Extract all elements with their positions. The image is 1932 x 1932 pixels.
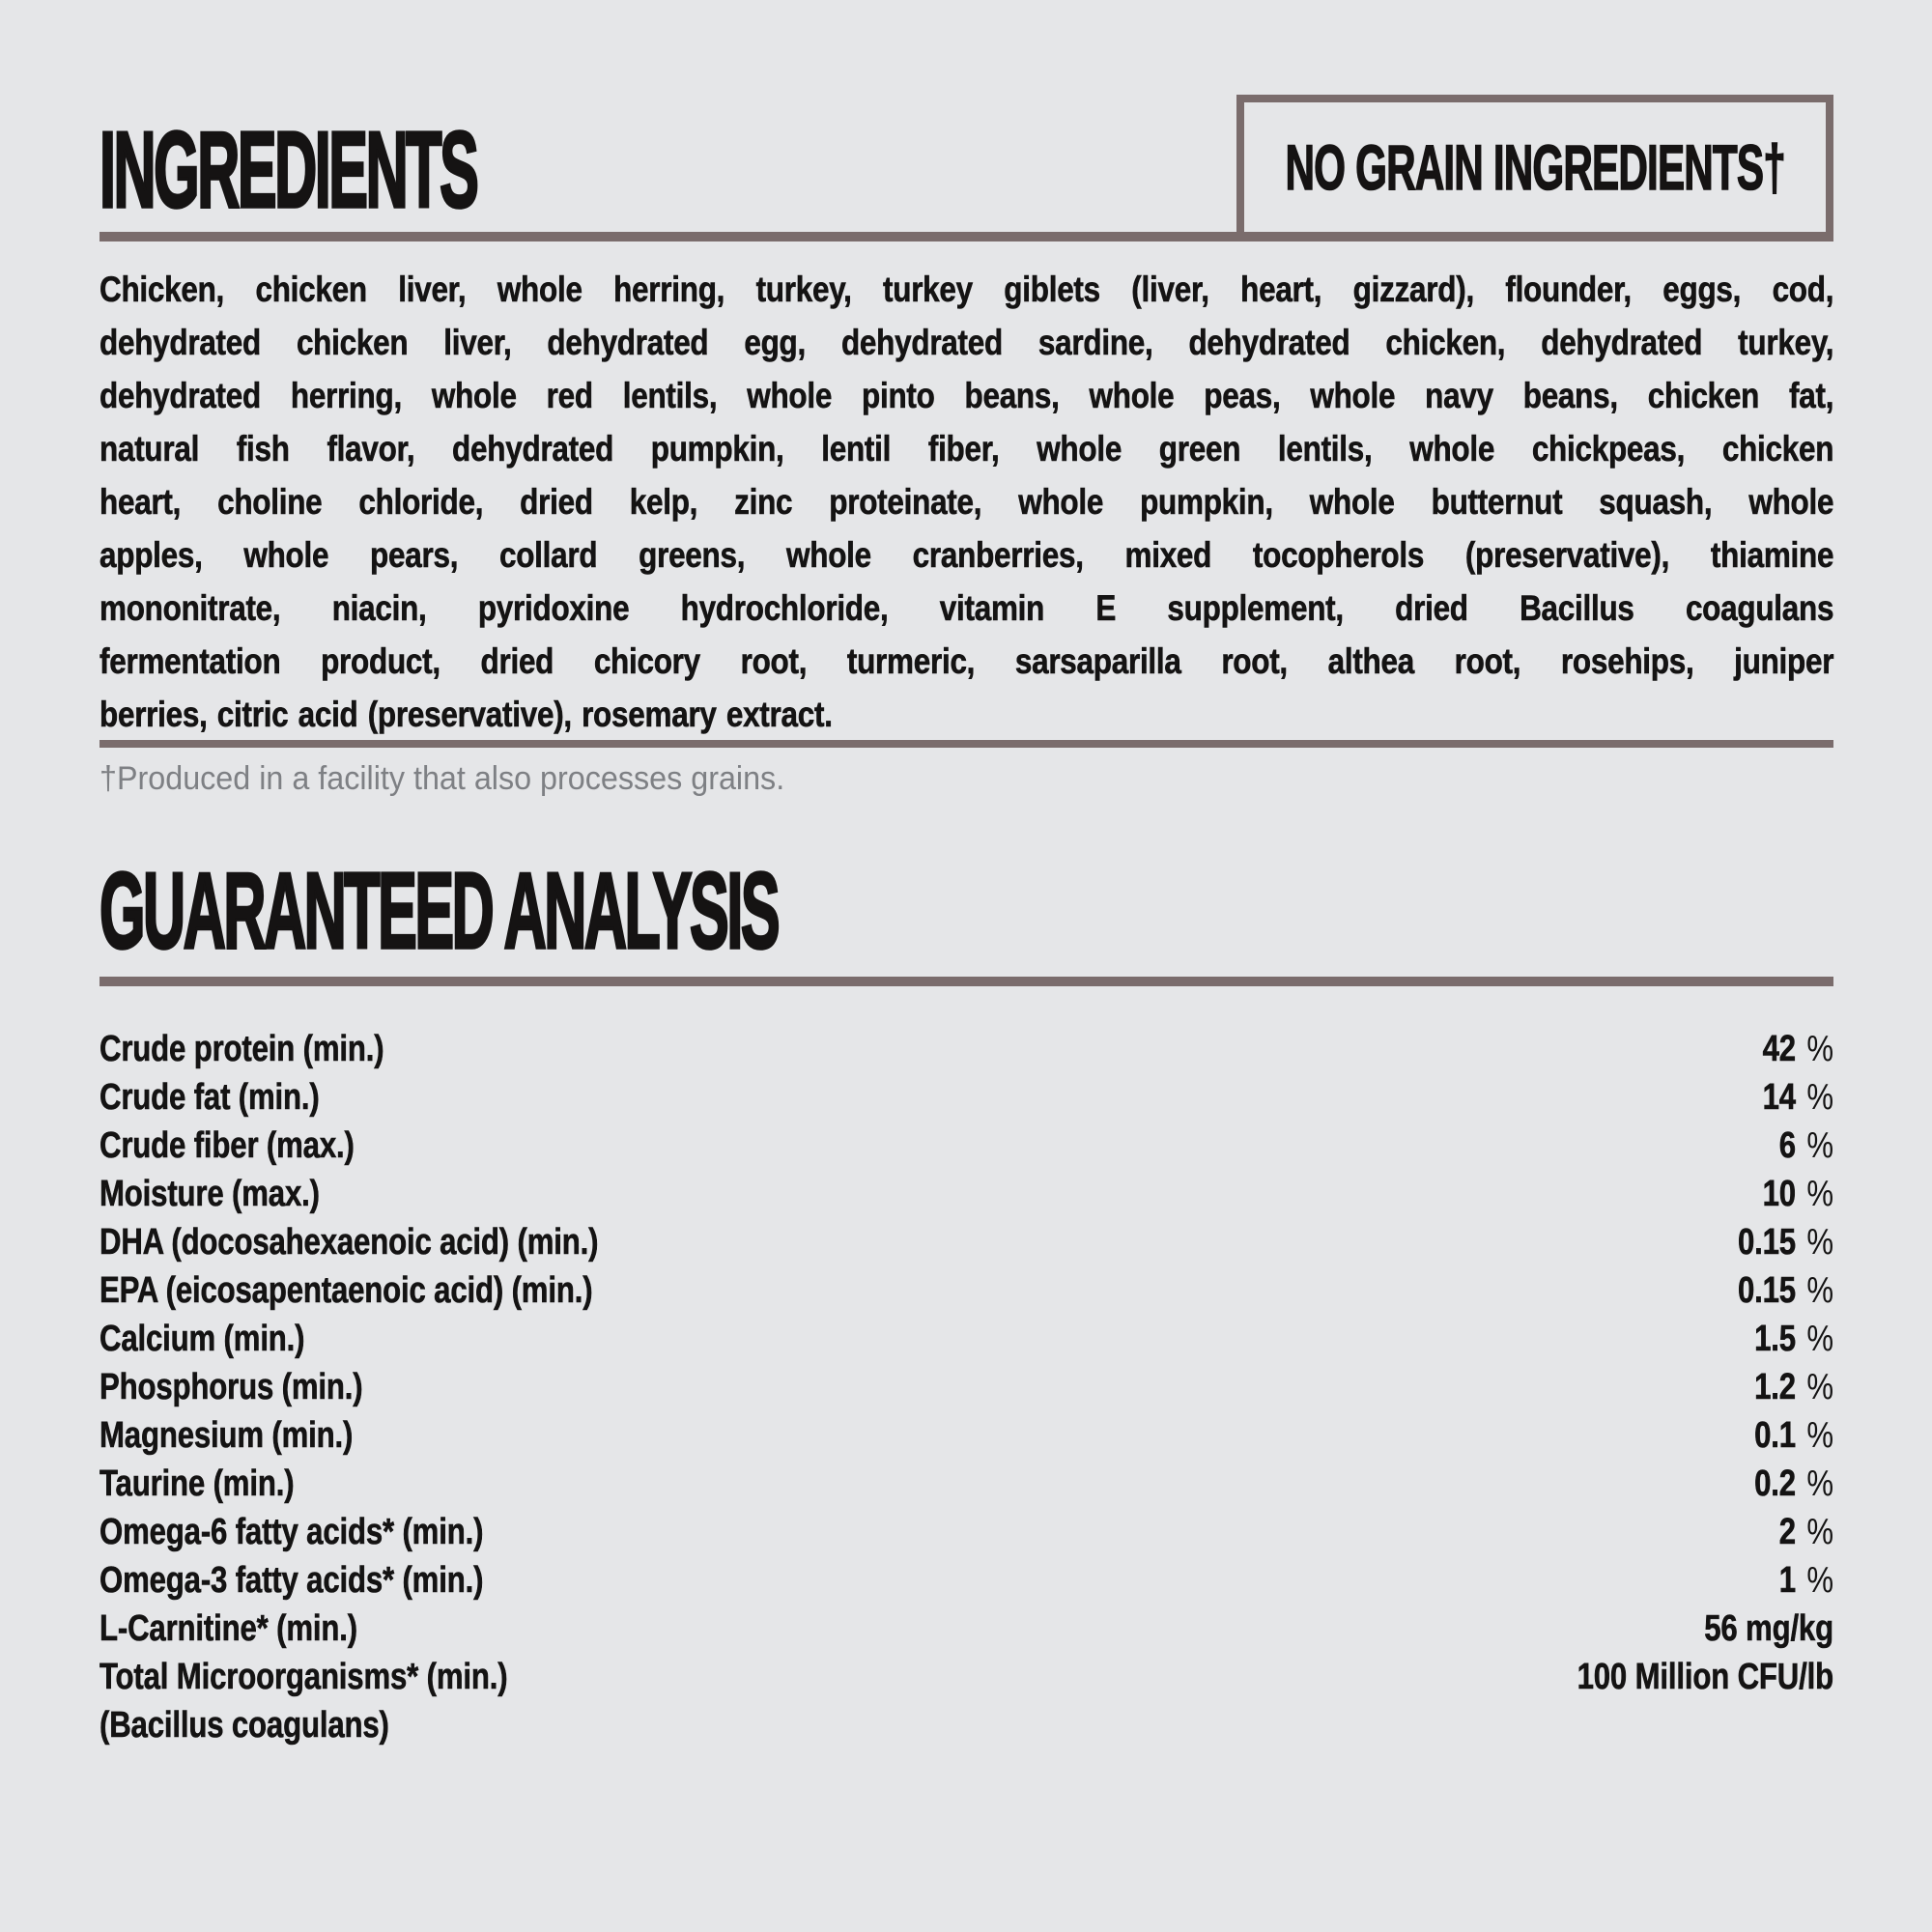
analysis-value: [1779, 1556, 1833, 1605]
analysis-value-number: 56 mg/kg: [1704, 1608, 1833, 1649]
analysis-row: [99, 1653, 1833, 1701]
analysis-value-number: 2: [1778, 1512, 1796, 1552]
analysis-value-unit: %: [1806, 1125, 1833, 1166]
analysis-value: [1779, 1122, 1833, 1170]
analysis-value-number: 14: [1762, 1077, 1796, 1118]
ingredients-line: apples, whole pears, collard greens, whole cranberries, mixed tocopherols (preservative), thiamine: [99, 535, 1834, 575]
analysis-value-number: 10: [1762, 1174, 1796, 1214]
ingredients-line: fermentation product, dried chicory root, turmeric, sarsaparilla root, althea root, rosehips, juniper: [99, 641, 1834, 681]
ingredients-line: mononitrate, niacin, pyridoxine hydrochloride, vitamin E supplement, dried Bacillus coagulans: [99, 588, 1834, 628]
no-grain-badge: [1236, 95, 1833, 240]
analysis-value-number: 100 Million CFU/lb: [1577, 1657, 1833, 1697]
analysis-label: Crude fat (min.): [99, 1077, 320, 1118]
ingredients-line: heart, choline chloride, dried kelp, zinc proteinate, whole pumpkin, whole butternut squash, whole: [99, 482, 1834, 522]
analysis-label: Crude fiber (max.): [99, 1125, 355, 1166]
ingredients-line: Chicken, chicken liver, whole herring, turkey, turkey giblets (liver, heart, gizzard), flounder, eggs, cod,: [99, 270, 1834, 309]
analysis-value-number: 1.5: [1754, 1319, 1796, 1359]
analysis-value-number: 0.15: [1737, 1222, 1796, 1263]
analysis-value-number: 42: [1762, 1029, 1796, 1069]
analysis-label: Calcium (min.): [99, 1319, 305, 1359]
analysis-value-number: 1: [1778, 1560, 1796, 1601]
analysis-row: [99, 1170, 1833, 1218]
analysis-row: [99, 1025, 1833, 1073]
analysis-row: [99, 1073, 1833, 1122]
analysis-value-unit: %: [1806, 1560, 1833, 1601]
analysis-value: [1754, 1363, 1833, 1411]
guaranteed-analysis-title: GUARANTEED ANALYSIS: [99, 851, 779, 971]
analysis-row: [99, 1556, 1833, 1605]
analysis-value: [1738, 1218, 1833, 1266]
analysis-label: Phosphorus (min.): [99, 1367, 363, 1407]
analysis-row: [99, 1315, 1833, 1363]
analysis-value-number: 6: [1778, 1125, 1796, 1166]
analysis-row: [99, 1701, 1833, 1749]
analysis-label: DHA (docosahexaenoic acid) (min.): [99, 1222, 599, 1263]
analysis-value-unit: %: [1806, 1222, 1833, 1263]
analysis-label: Total Microorganisms* (min.): [99, 1657, 508, 1697]
analysis-value: [1763, 1073, 1833, 1122]
analysis-value-unit: %: [1806, 1463, 1833, 1504]
analysis-value-unit: %: [1806, 1512, 1833, 1552]
analysis-value-unit: %: [1806, 1319, 1833, 1359]
analysis-value-unit: %: [1806, 1029, 1833, 1069]
analysis-value-unit: %: [1806, 1077, 1833, 1118]
no-grain-badge-text: NO GRAIN INGREDIENTS†: [1285, 131, 1785, 203]
analysis-label: Omega-3 fatty acids* (min.): [99, 1560, 484, 1601]
analysis-value: [1763, 1170, 1833, 1218]
analysis-row: [99, 1508, 1833, 1556]
analysis-row: [99, 1460, 1833, 1508]
ingredients-line: dehydrated chicken liver, dehydrated egg, dehydrated sardine, dehydrated chicken, dehydrated turkey,: [99, 323, 1834, 362]
analysis-label: Taurine (min.): [99, 1463, 295, 1504]
guaranteed-analysis-table: [99, 1025, 1833, 1749]
analysis-row: [99, 1266, 1833, 1315]
analysis-row: [99, 1605, 1833, 1653]
analysis-rows: [99, 1025, 1833, 1749]
analysis-value: [1738, 1266, 1833, 1315]
analysis-value-unit: %: [1806, 1367, 1833, 1407]
analysis-label: Omega-6 fatty acids* (min.): [99, 1512, 484, 1552]
analysis-value-unit: %: [1806, 1270, 1833, 1311]
ingredients-title: INGREDIENTS: [99, 110, 477, 230]
analysis-label: Moisture (max.): [99, 1174, 320, 1214]
analysis-value: [1704, 1605, 1833, 1653]
ingredients-divider: [99, 232, 1833, 242]
ingredients-paragraph: [99, 263, 1833, 746]
analysis-label: Magnesium (min.): [99, 1415, 354, 1456]
ingredients-line: berries, citric acid (preservative), rosemary extract.: [99, 695, 833, 734]
analysis-label: EPA (eicosapentaenoic acid) (min.): [99, 1270, 593, 1311]
analysis-divider: [99, 977, 1833, 986]
analysis-row: [99, 1411, 1833, 1460]
analysis-value-number: 0.2: [1754, 1463, 1796, 1504]
analysis-value-number: 1.2: [1754, 1367, 1796, 1407]
analysis-value-number: 0.1: [1754, 1415, 1796, 1456]
ingredients-text: [99, 263, 1833, 741]
analysis-value: [1754, 1460, 1833, 1508]
analysis-row: [99, 1122, 1833, 1170]
analysis-label: Crude protein (min.): [99, 1029, 384, 1069]
analysis-value: [1577, 1653, 1833, 1701]
analysis-value-number: 0.15: [1737, 1270, 1796, 1311]
analysis-label: L-Carnitine* (min.): [99, 1608, 357, 1649]
analysis-value-unit: %: [1806, 1174, 1833, 1214]
analysis-value: [1754, 1411, 1833, 1460]
analysis-value: [1763, 1025, 1833, 1073]
analysis-value-unit: %: [1806, 1415, 1833, 1456]
footnote-divider: [99, 740, 1833, 748]
grain-facility-footnote: †Produced in a facility that also processes grains.: [99, 760, 785, 797]
analysis-row: [99, 1363, 1833, 1411]
analysis-label: (Bacillus coagulans): [99, 1705, 389, 1746]
analysis-value: [1754, 1315, 1833, 1363]
analysis-row: [99, 1218, 1833, 1266]
ingredients-line: dehydrated herring, whole red lentils, whole pinto beans, whole peas, whole navy beans, chicken fat,: [99, 376, 1834, 415]
analysis-value: [1779, 1508, 1833, 1556]
ingredients-line: natural fish flavor, dehydrated pumpkin, lentil fiber, whole green lentils, whole chickpeas, chicken: [99, 429, 1834, 469]
